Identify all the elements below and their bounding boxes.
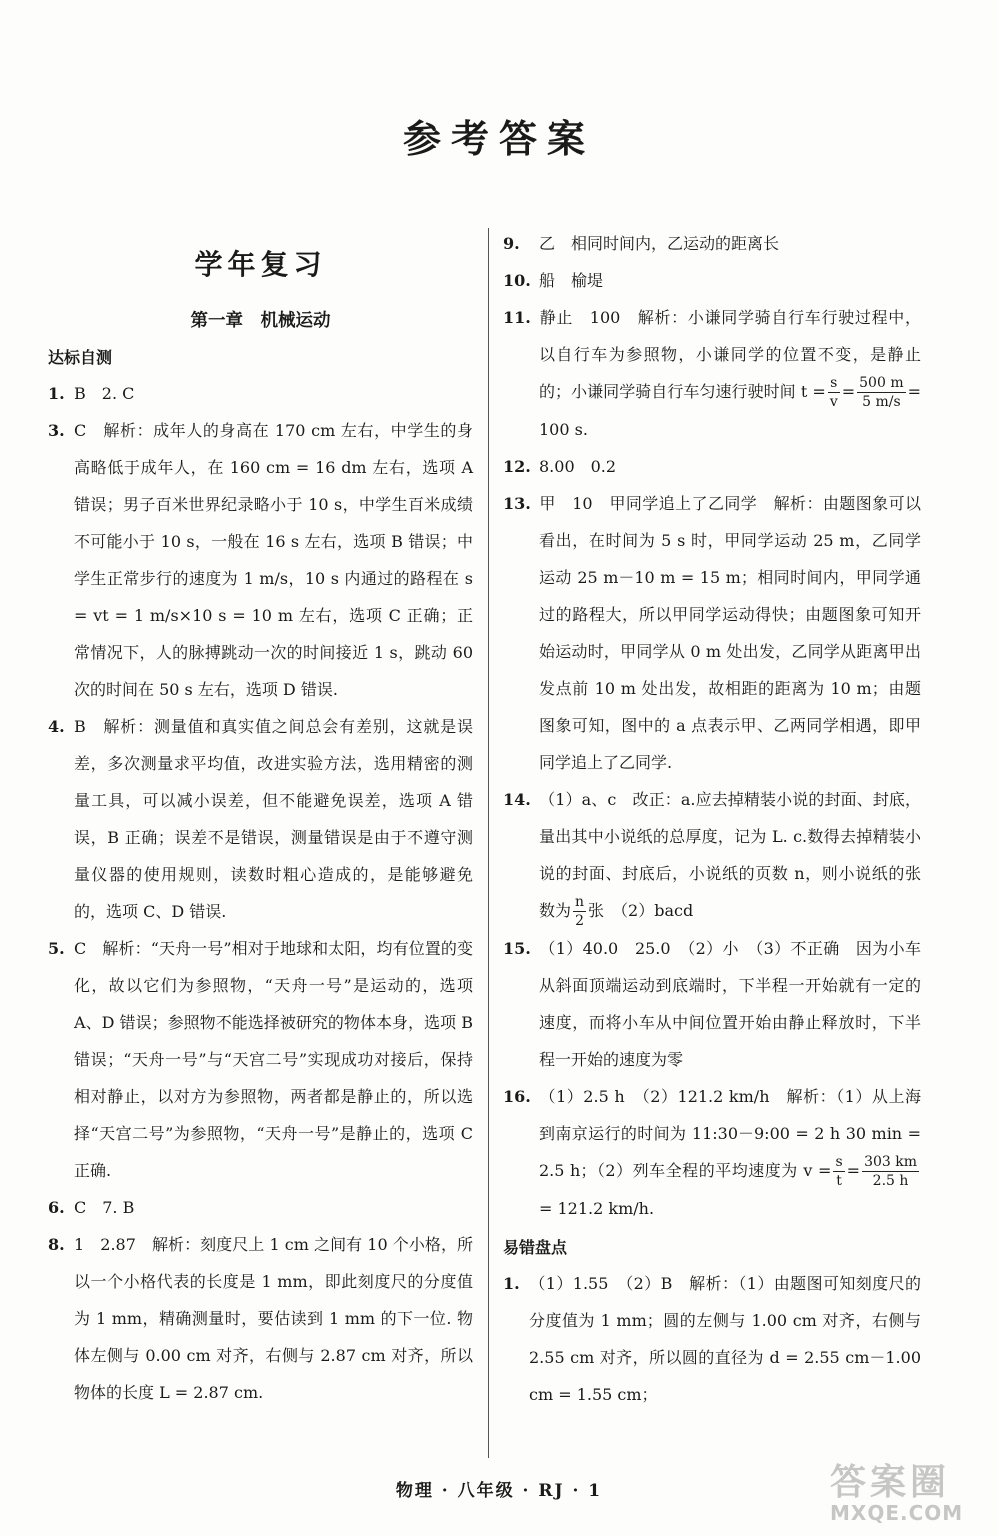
- watermark-logo: 答案圈 MXQE.COM: [830, 1462, 964, 1525]
- answer-item: 6. C 7. B: [48, 1198, 135, 1217]
- answer-item: 1. B 2. C: [48, 384, 135, 403]
- answer-item: 1. （1）1.55 （2）B 解析：（1）由题图可知刻度尺的分度值为 1 mm；圆的左侧与 1.00 cm 对齐，右侧与 2.55 cm 对齐，所以圆的直径为 d = 2.55 cm－1.00 cm = 1.55 cm；: [503, 1274, 921, 1404]
- answer-item: 13. 甲 10 甲同学追上了乙同学 解析：由题图象可以看出，在时间为 5 s 时，甲同学运动 25 m，乙同学运动 25 m－10 m = 15 m；相同时间内，甲同学通过的路程大，所以甲同学运动得快；由题图象可知开始运动时，甲同学从 0 m 处出发，乙同学从距离甲出发点前 10 m 处出发，故相距的距离为 10 m；由题图象可知，图中的 a 点表示甲、乙两同学相遇，即甲同学追上了乙同学.: [503, 494, 921, 772]
- section-title: 学年复习: [194, 248, 327, 281]
- answer-item: 12. 8.00 0.2: [503, 457, 617, 476]
- fraction: $\frac{n}{2}$: [575, 894, 585, 929]
- fraction: $\frac{500 m}{5 m/s}$: [859, 375, 904, 410]
- answer-item: 14. （1）a、c 改正：a.应去掉精装小说的封面、封底，量出其中小说纸的总厚度，记为 L. c.数得去掉精装小说的封面、封底后，小说纸的页数 n，则小说纸的张数为 $\frac{n}{2}$ 张 （2）bacd: [503, 790, 921, 929]
- answer-item: 5. C 解析：“天舟一号”相对于地球和太阳，均有位置的变化，故以它们为参照物，“天舟一号”是运动的，选项 A、D 错误；参照物不能选择被研究的物体本身，选项 B 错误；“天舟一号”与“天宫二号”实现成功对接后，保持相对静止，以对方为参照物，两者都是静止的，所以选择“天宫二号”为参照物，“天舟一号”是静止的，选项 C 正确.: [48, 939, 473, 1180]
- subhead-self-test: 达标自测: [48, 348, 113, 367]
- page-footer: 物理 · 八年级 · RJ · 1: [395, 1481, 603, 1501]
- answer-item: 10. 船 榆堤: [503, 271, 604, 290]
- right-column: [503, 225, 921, 1413]
- page-title: 参考答案: [402, 116, 595, 161]
- answer-item: 4. B 解析：测量值和真实值之间总会有差别，这就是误差，多次测量求平均值，改进实验方法，选用精密的测量工具，可以减小误差，但不能避免误差，选项 A 错误，B 正确；误差不是错误，测量错误是由于不遵守测量仪器的使用规则，读数时粗心造成的，是能够避免的，选项 C、D 错误.: [48, 717, 473, 921]
- fraction: $\frac{303 km}{2.5 h}$: [864, 1154, 917, 1189]
- answer-item: 16. （1）2.5 h （2）121.2 km/h 解析：（1）从上海到南京运行的时间为 11:30－9:00 = 2 h 30 min = 2.5 h；（2）列车全程的平均速度为 v = $\frac{s}{t}$ = $\frac{303 km}{2.5 h}$ = 121.2 km/h.: [503, 1087, 921, 1218]
- fraction: $\frac{s}{t}$: [835, 1154, 843, 1189]
- answer-item: 9. 乙 相同时间内，乙运动的距离长: [503, 234, 780, 253]
- chapter-title: 第一章 机械运动: [190, 311, 331, 331]
- answer-item: 3. C 解析：成年人的身高在 170 cm 左右，中学生的身高略低于成年人，在 160 cm = 16 dm 左右，选项 A 错误；男子百米世界纪录略小于 10 s，中学生百米成绩不可能小于 10 s，一般在 16 s 左右，选项 B 错误；中学生正常步行的速度为 1 m/s，10 s 内通过的路程在 s = vt = 1 m/s×10 s = 10 m 左右，选项 C 正确；正常情况下，人的脉搏跳动一次的时间接近 1 s，跳动 60 次的时间在 50 s 左右，选项 D 错误.: [48, 421, 473, 699]
- left-column: [48, 225, 473, 1411]
- answer-item: 15. （1）40.0 25.0 （2）小 （3）不正确 因为小车从斜面顶端运动到底端时，下半程一开始就有一定的速度，而将小车从中间位置开始由静止释放时，下半程一开始的速度为零: [503, 939, 921, 1069]
- fraction: $\frac{s}{v}$: [829, 375, 838, 410]
- answer-item: 8. 1 2.87 解析：刻度尺上 1 cm 之间有 10 个小格，所以一个小格代表的长度是 1 mm，即此刻度尺的分度值为 1 mm，精确测量时，要估读到 1 mm 的下一位. 物体左侧与 0.00 cm 对齐，右侧与 2.87 cm 对齐，所以物体的长度 L = 2.87 cm.: [48, 1235, 473, 1402]
- answer-item: 11. 静止 100 解析：小谦同学骑自行车行驶过程中，以自行车为参照物，小谦同学的位置不变，是静止的；小谦同学骑自行车匀速行驶时间 t = $\frac{s}{v}$ = $\frac{500 m}{5 m/s}$ = 100 s.: [503, 308, 921, 439]
- column-divider: [488, 228, 489, 1458]
- subhead-common-errors: 易错盘点: [503, 1238, 568, 1257]
